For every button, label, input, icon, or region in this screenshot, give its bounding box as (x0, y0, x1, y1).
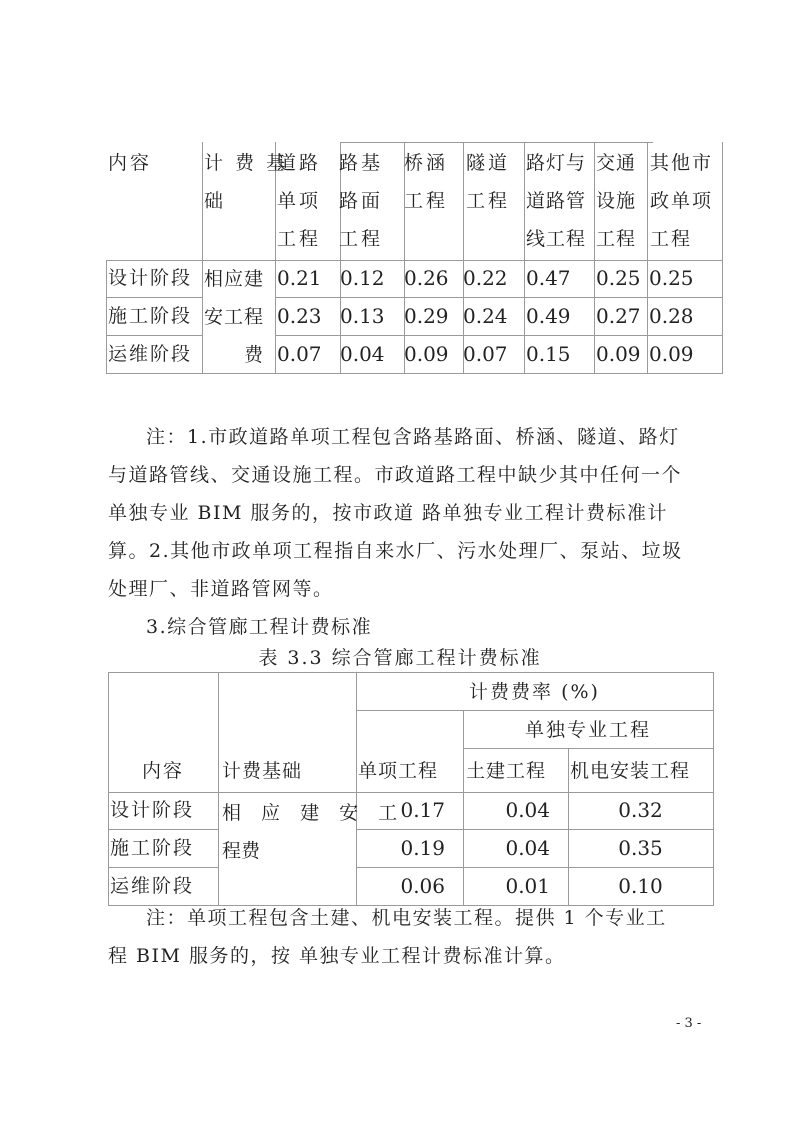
value-cell: 0.25 (596, 266, 641, 290)
value-cell: 0.19 (400, 836, 445, 860)
header-bridge: 桥涵工程 (404, 152, 449, 212)
header-tunnel: 隧道工程 (466, 152, 511, 212)
rate-header: 计费费率 (%) (469, 681, 600, 703)
value-cell: 0.04 (505, 836, 550, 860)
separate-header: 单独专业工程 (524, 719, 651, 741)
value-cell: 0.07 (277, 342, 322, 366)
header-basis: 计费基础 (222, 760, 303, 782)
page-number: - 3 - (676, 1016, 702, 1031)
value-cell: 0.04 (340, 342, 385, 366)
stage-label: 运维阶段 (108, 343, 193, 365)
section-heading: 3.综合管廊工程计费标准 (146, 616, 373, 638)
value-cell: 0.47 (526, 266, 571, 290)
value-cell: 0.07 (463, 342, 508, 366)
header-other: 其他市 政单项 工程 (650, 152, 714, 250)
header-content: 内容 (108, 152, 153, 174)
value-cell: 0.49 (526, 304, 571, 328)
value-cell: 0.17 (400, 798, 445, 822)
table-caption: 表 3.3 综合管廊工程计费标准 (258, 647, 542, 669)
value-cell: 0.13 (340, 304, 385, 328)
stage-label: 设计阶段 (108, 267, 193, 289)
stage-label: 施工阶段 (108, 305, 193, 327)
value-cell: 0.22 (463, 266, 508, 290)
header-civil: 土建工程 (466, 760, 547, 782)
value-cell: 0.01 (505, 874, 550, 898)
header-basis: 计 费 基 础 (204, 152, 289, 212)
header-single: 单项工程 (358, 760, 439, 782)
value-cell: 0.35 (618, 836, 663, 860)
value-cell: 0.06 (400, 874, 445, 898)
header-lighting: 路灯与 道路管 线工程 (526, 152, 587, 250)
stage-label: 设计阶段 (110, 799, 195, 821)
value-cell: 0.28 (649, 304, 694, 328)
value-cell: 0.24 (463, 304, 508, 328)
value-cell: 0.25 (649, 266, 694, 290)
notes-1: 注：1.市政道路单项工程包含路基路面、桥涵、隧道、路灯 与道路管线、交通设施工程。市政道路工程中缺少其中任何一个 单独专业 BIM 服务的，按市政道 路单独专业工程计费标准计 算。2.其他市政单项工程指自来水厂、污水处理厂、泵站、垃圾 处理厂、非道路管网等。 3.综合管廊工程计费标准 (108, 418, 708, 646)
header-mep: 机电安装工程 (570, 760, 691, 782)
value-cell: 0.10 (618, 874, 663, 898)
stage-label: 施工阶段 (110, 837, 195, 859)
notes-2: 注：单项工程包含土建、机电安装工程。提供 1 个专业工 程 BIM 服务的，按 单独专业工程计费标准计算。 (108, 907, 667, 967)
value-cell: 0.32 (618, 798, 663, 822)
basis-cell: 相 应 建 安 工 程费 (222, 802, 405, 862)
value-cell: 0.09 (404, 342, 449, 366)
value-cell: 0.15 (526, 342, 571, 366)
header-content: 内容 (141, 760, 184, 782)
value-cell: 0.23 (277, 304, 322, 328)
header-traffic: 交通 设施 工程 (596, 152, 637, 250)
value-cell: 0.09 (649, 342, 694, 366)
value-cell: 0.26 (404, 266, 449, 290)
value-cell: 0.12 (340, 266, 385, 290)
value-cell: 0.21 (277, 266, 322, 290)
header-road-single: 道路 单项 工程 (277, 152, 322, 250)
header-subgrade: 路基 路面 工程 (339, 152, 384, 250)
value-cell: 0.04 (505, 798, 550, 822)
value-cell: 0.29 (404, 304, 449, 328)
stage-label: 运维阶段 (110, 875, 195, 897)
basis-cell: 相应建 安工程 费 (204, 268, 265, 366)
value-cell: 0.09 (596, 342, 641, 366)
value-cell: 0.27 (596, 304, 641, 328)
